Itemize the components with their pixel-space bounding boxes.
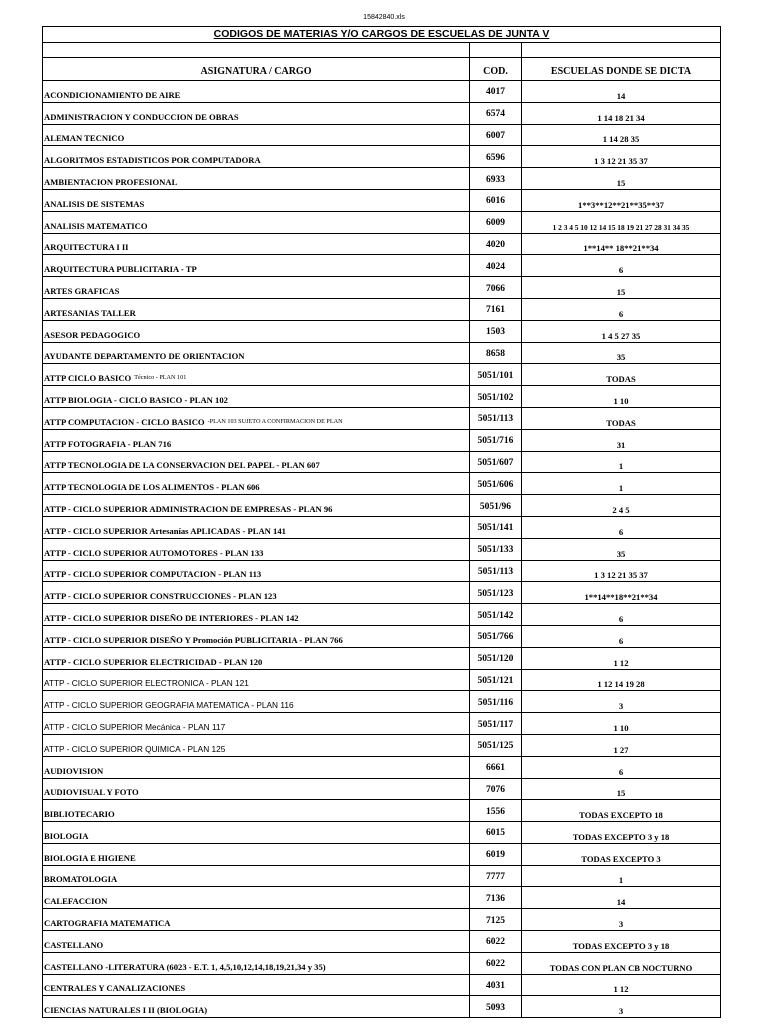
- table-row: [43, 691, 720, 713]
- subject-cell: [43, 299, 470, 320]
- code-cell: 6019: [470, 844, 522, 865]
- schools-cell: 15: [616, 177, 626, 188]
- subject-text: ATTP - CICLO SUPERIOR GEOGRAFIA MATEMATICA - PLAN 116: [44, 700, 294, 711]
- subject-cell: [43, 408, 470, 429]
- subject-cell: [43, 81, 470, 102]
- subject-text: ATTP - CICLO SUPERIOR ADMINISTRACION DE EMPRESAS - PLAN 96: [44, 503, 333, 514]
- subject-text: ATTP - CICLO SUPERIOR ELECTRONICA - PLAN 121: [44, 678, 249, 689]
- schools-cell: 14: [616, 90, 626, 101]
- table-row: [43, 931, 720, 953]
- code-cell: 6933: [470, 168, 522, 189]
- table-row: [43, 779, 720, 801]
- subject-text: CASTELLANO: [44, 939, 104, 950]
- subject-cell: [43, 582, 470, 603]
- subject-cell: [43, 517, 470, 538]
- header-row: [43, 58, 720, 81]
- code-cell: 5051/125: [470, 735, 522, 756]
- table-row: [43, 953, 720, 975]
- table-row: [43, 909, 720, 931]
- code-cell: 5051/606: [470, 473, 522, 494]
- schools-cell: 1 3 12 21 35 37: [594, 156, 648, 167]
- table-row: [43, 800, 720, 822]
- code-cell: 6015: [470, 822, 522, 843]
- schools-cell: 1 10: [613, 395, 629, 406]
- code-cell: 5051/766: [470, 626, 522, 647]
- table-row: [43, 670, 720, 692]
- schools-cell: TODAS CON PLAN CB NOCTURNO: [549, 962, 693, 973]
- code-cell: 7777: [470, 866, 522, 887]
- table-row: [43, 277, 720, 299]
- code-cell: 4024: [470, 255, 522, 276]
- subject-text: ARQUITECTURA PUBLICITARIA - TP: [44, 264, 197, 275]
- schools-cell: 31: [616, 439, 626, 450]
- code-cell: 7066: [470, 277, 522, 298]
- code-cell: 5051/133: [470, 539, 522, 560]
- subject-text: ALGORITMOS ESTADISTICOS POR COMPUTADORA: [44, 155, 261, 166]
- schools-cell: 1 12 14 19 28: [597, 679, 645, 690]
- table-row: [43, 735, 720, 757]
- blank-cell: [43, 43, 470, 57]
- subject-text: ATTP - CICLO SUPERIOR COMPUTACION - PLAN 113: [44, 569, 262, 580]
- table-row: [43, 996, 720, 1018]
- code-cell: 6022: [470, 931, 522, 952]
- subject-cell: [43, 212, 470, 233]
- table-title: CODIGOS DE MATERIAS Y/O CARGOS DE ESCUELAS DE JUNTA V: [213, 28, 550, 40]
- table-row: [43, 168, 720, 190]
- code-cell: 5051/102: [470, 386, 522, 407]
- table-row: [43, 408, 720, 430]
- code-cell: 5051/96: [470, 495, 522, 516]
- subject-text: ATTP - CICLO SUPERIOR QUIMICA - PLAN 125: [44, 743, 226, 754]
- code-cell: 4020: [470, 234, 522, 255]
- subject-text: ATTP - CICLO SUPERIOR AUTOMOTORES - PLAN 133: [44, 547, 264, 558]
- code-cell: 5093: [470, 996, 522, 1017]
- schools-cell: 6: [618, 766, 624, 777]
- subject-cell: [43, 539, 470, 560]
- subject-cell: [43, 975, 470, 996]
- subject-cell: [43, 234, 470, 255]
- code-cell: 5051/142: [470, 604, 522, 625]
- table-row: [43, 648, 720, 670]
- schools-cell: 1**14**18**21**34: [584, 592, 658, 603]
- code-cell: 8658: [470, 343, 522, 364]
- subject-cell: [43, 255, 470, 276]
- subject-cell: [43, 757, 470, 778]
- subject-cell: [43, 473, 470, 494]
- schools-cell: 14: [616, 897, 626, 908]
- schools-cell: TODAS EXCEPTO 3: [581, 853, 661, 864]
- schools-cell: TODAS: [606, 417, 636, 428]
- table-row: [43, 255, 720, 277]
- subject-cell: [43, 190, 470, 211]
- subject-text: ADMINISTRACION Y CONDUCCION DE OBRAS: [44, 111, 239, 122]
- schools-cell: 35: [616, 548, 626, 559]
- table-row: [43, 539, 720, 561]
- table-row: [43, 561, 720, 583]
- schools-cell: 6: [618, 526, 624, 537]
- code-cell: 1556: [470, 800, 522, 821]
- table-row: [43, 844, 720, 866]
- schools-cell: 1 12: [613, 657, 629, 668]
- schools-cell: TODAS EXCEPTO 18: [579, 810, 663, 821]
- code-cell: 6661: [470, 757, 522, 778]
- table-row: [43, 321, 720, 343]
- table-row: [43, 190, 720, 212]
- subject-cell: [43, 800, 470, 821]
- table-title-row: [43, 27, 720, 43]
- table-row: [43, 146, 720, 168]
- subject-text: BIOLOGIA E HIGIENE: [44, 852, 136, 863]
- subject-text: ATTP FOTOGRAFIA - PLAN 716: [44, 438, 172, 449]
- table-row: [43, 822, 720, 844]
- subject-cell: [43, 343, 470, 364]
- subject-cell: [43, 735, 470, 756]
- subject-text: AYUDANTE DEPARTAMENTO DE ORIENTACION: [44, 351, 245, 362]
- subject-note: -PLAN 103 SUJETO A CONFIRMACION DE PLAN: [207, 417, 343, 425]
- code-cell: 5051/607: [470, 452, 522, 473]
- code-cell: 7136: [470, 887, 522, 908]
- schools-cell: 1 12: [613, 984, 629, 995]
- code-cell: 4017: [470, 81, 522, 102]
- subject-cell: [43, 691, 470, 712]
- code-cell: 5051/101: [470, 364, 522, 385]
- schools-cell: 15: [616, 286, 626, 297]
- table-row: [43, 626, 720, 648]
- table-row: [43, 975, 720, 997]
- header-code: COD.: [470, 58, 522, 80]
- subject-text: ATTP TECNOLOGIA DE LOS ALIMENTOS - PLAN 606: [44, 482, 260, 493]
- schools-cell: 1: [618, 483, 624, 494]
- blank-cell: [522, 43, 720, 57]
- subject-cell: [43, 125, 470, 146]
- schools-cell: 1: [618, 875, 624, 886]
- table-row: [43, 81, 720, 103]
- subject-cell: [43, 626, 470, 647]
- subject-text: ATTP - CICLO SUPERIOR DISEÑO Y Promoción PUBLICITARIA - PLAN 766: [44, 634, 343, 645]
- table-row: [43, 386, 720, 408]
- subject-cell: [43, 103, 470, 124]
- subject-text: CENTRALES Y CANALIZACIONES: [44, 983, 186, 994]
- table-row: [43, 582, 720, 604]
- subject-cell: [43, 887, 470, 908]
- schools-cell: TODAS: [606, 374, 636, 385]
- schools-cell: TODAS EXCEPTO 3 y 18: [572, 940, 670, 951]
- code-cell: 5051/113: [470, 561, 522, 582]
- subject-text: BROMATOLOGIA: [44, 874, 118, 885]
- subject-text: ATTP - CICLO SUPERIOR CONSTRUCCIONES - PLAN 123: [44, 591, 277, 602]
- table-row: [43, 212, 720, 234]
- subject-text: ATTP - CICLO SUPERIOR DISEÑO DE INTERIORES - PLAN 142: [44, 612, 299, 623]
- subject-cell: [43, 452, 470, 473]
- subject-note: Técnico - PLAN 101: [134, 374, 187, 382]
- subject-cell: [43, 146, 470, 167]
- table-row: [43, 125, 720, 147]
- table-row: [43, 234, 720, 256]
- table-row: [43, 364, 720, 386]
- subject-text: BIOLOGIA: [44, 830, 89, 841]
- subject-cell: [43, 386, 470, 407]
- file-name: 15842840.xls: [363, 14, 405, 21]
- schools-cell: 1: [618, 461, 624, 472]
- subject-cell: [43, 648, 470, 669]
- subject-text: ATTP CICLO BASICO: [44, 373, 132, 384]
- schools-cell: 3: [618, 1006, 624, 1017]
- subject-cell: [43, 604, 470, 625]
- subject-cell: [43, 321, 470, 342]
- subject-text: CIENCIAS NATURALES I II (BIOLOGIA): [44, 1005, 208, 1016]
- table-row: [43, 757, 720, 779]
- subject-cell: [43, 430, 470, 451]
- table-row: [43, 713, 720, 735]
- schools-cell: 1**3**12**21**35**37: [578, 199, 664, 210]
- table-row: [43, 866, 720, 888]
- table-row: [43, 604, 720, 626]
- table-row: [43, 299, 720, 321]
- code-cell: 5051/120: [470, 648, 522, 669]
- schools-cell: 6: [618, 635, 624, 646]
- table-body: [43, 81, 720, 1018]
- table-row: [43, 887, 720, 909]
- table-row: [43, 452, 720, 474]
- subject-cell: [43, 364, 470, 385]
- table-row: [43, 473, 720, 495]
- subject-cell: [43, 931, 470, 952]
- table-row: [43, 343, 720, 365]
- schools-cell: 15: [616, 788, 626, 799]
- subject-text: BIBLIOTECARIO: [44, 809, 115, 820]
- subject-text: AMBIENTACION PROFESIONAL: [44, 176, 178, 187]
- schools-cell: 6: [618, 308, 624, 319]
- schools-cell: 3: [618, 701, 624, 712]
- subject-text: AUDIOVISION: [44, 765, 104, 776]
- subject-cell: [43, 822, 470, 843]
- code-cell: 6016: [470, 190, 522, 211]
- code-cell: 7076: [470, 779, 522, 800]
- subject-text: AUDIOVISUAL Y FOTO: [44, 787, 139, 798]
- subject-text: ARTES GRAFICAS: [44, 285, 120, 296]
- code-cell: 7125: [470, 909, 522, 930]
- subject-cell: [43, 277, 470, 298]
- subject-text: ANALISIS MATEMATICO: [44, 220, 148, 231]
- table-row: [43, 103, 720, 125]
- code-cell: 5051/116: [470, 691, 522, 712]
- subject-cell: [43, 779, 470, 800]
- code-cell: 4031: [470, 975, 522, 996]
- code-cell: 5051/141: [470, 517, 522, 538]
- subject-cell: [43, 909, 470, 930]
- subject-cell: [43, 495, 470, 516]
- subject-text: ARTESANIAS TALLER: [44, 307, 136, 318]
- schools-cell: 3: [618, 919, 624, 930]
- schools-cell: 1 10: [613, 722, 629, 733]
- subject-cell: [43, 561, 470, 582]
- schools-cell: 1 14 18 21 34: [597, 112, 645, 123]
- code-cell: 6009: [470, 212, 522, 233]
- code-cell: 5051/121: [470, 670, 522, 691]
- schools-cell: 1 14 28 35: [602, 134, 640, 145]
- schools-cell: 2 4 5: [612, 504, 630, 515]
- blank-cell: [470, 43, 522, 57]
- subject-text: CASTELLANO -LITERATURA (6023 - E.T. 1, 4,5,10,12,14,18,19,21,34 y 35): [44, 961, 326, 972]
- subject-text: ANALISIS DE SISTEMAS: [44, 198, 145, 209]
- code-cell: 6596: [470, 146, 522, 167]
- subject-text: ATTP - CICLO SUPERIOR Mecánica - PLAN 117: [44, 721, 226, 732]
- subject-cell: [43, 953, 470, 974]
- subject-cell: [43, 866, 470, 887]
- table-row: [43, 430, 720, 452]
- subject-text: CARTOGRAFIA MATEMATICA: [44, 918, 171, 929]
- subject-text: ATTP - CICLO SUPERIOR Artesanías APLICADAS - PLAN 141: [44, 525, 286, 536]
- header-subject: ASIGNATURA / CARGO: [43, 58, 470, 80]
- code-cell: 1503: [470, 321, 522, 342]
- subject-text: ATTP - CICLO SUPERIOR ELECTRICIDAD - PLAN 120: [44, 656, 263, 667]
- schools-cell: 6: [618, 613, 624, 624]
- subject-cell: [43, 844, 470, 865]
- subject-text: ATTP COMPUTACION - CICLO BASICO: [44, 416, 205, 427]
- schools-cell: 1 27: [613, 744, 629, 755]
- schools-cell: 6: [618, 265, 624, 276]
- blank-row: [43, 43, 720, 58]
- subject-text: ATTP TECNOLOGIA DE LA CONSERVACION DEL PAPEL - PLAN 607: [44, 460, 320, 471]
- header-schools: ESCUELAS DONDE SE DICTA: [550, 66, 692, 77]
- subject-text: ACONDICIONAMIENTO DE AIRE: [44, 89, 181, 100]
- subject-text: ASESOR PEDAGOGICO: [44, 329, 141, 340]
- code-cell: 5051/117: [470, 713, 522, 734]
- subject-text: CALEFACCION: [44, 896, 108, 907]
- code-cell: 7161: [470, 299, 522, 320]
- subject-cell: [43, 168, 470, 189]
- spreadsheet-table: [42, 26, 721, 1018]
- subject-cell: [43, 996, 470, 1017]
- code-cell: 6574: [470, 103, 522, 124]
- code-cell: 5051/113: [470, 408, 522, 429]
- schools-cell: TODAS EXCEPTO 3 y 18: [572, 831, 670, 842]
- code-cell: 5051/123: [470, 582, 522, 603]
- subject-cell: [43, 713, 470, 734]
- table-row: [43, 495, 720, 517]
- schools-cell: 1 2 3 4 5 10 12 14 15 18 19 21 27 28 31 34 35: [552, 222, 690, 232]
- schools-cell: 1 4 5 27 35: [601, 330, 641, 341]
- subject-text: ARQUITECTURA I II: [44, 242, 129, 253]
- subject-text: ALEMAN TECNICO: [44, 133, 125, 144]
- subject-text: ATTP BIOLOGIA - CICLO BASICO - PLAN 102: [44, 394, 228, 405]
- code-cell: 5051/716: [470, 430, 522, 451]
- table-row: [43, 517, 720, 539]
- code-cell: 6022: [470, 953, 522, 974]
- subject-cell: [43, 670, 470, 691]
- schools-cell: 35: [616, 352, 626, 363]
- schools-cell: 1**14** 18**21**34: [583, 243, 659, 254]
- code-cell: 6007: [470, 125, 522, 146]
- schools-cell: 1 3 12 21 35 37: [594, 570, 648, 581]
